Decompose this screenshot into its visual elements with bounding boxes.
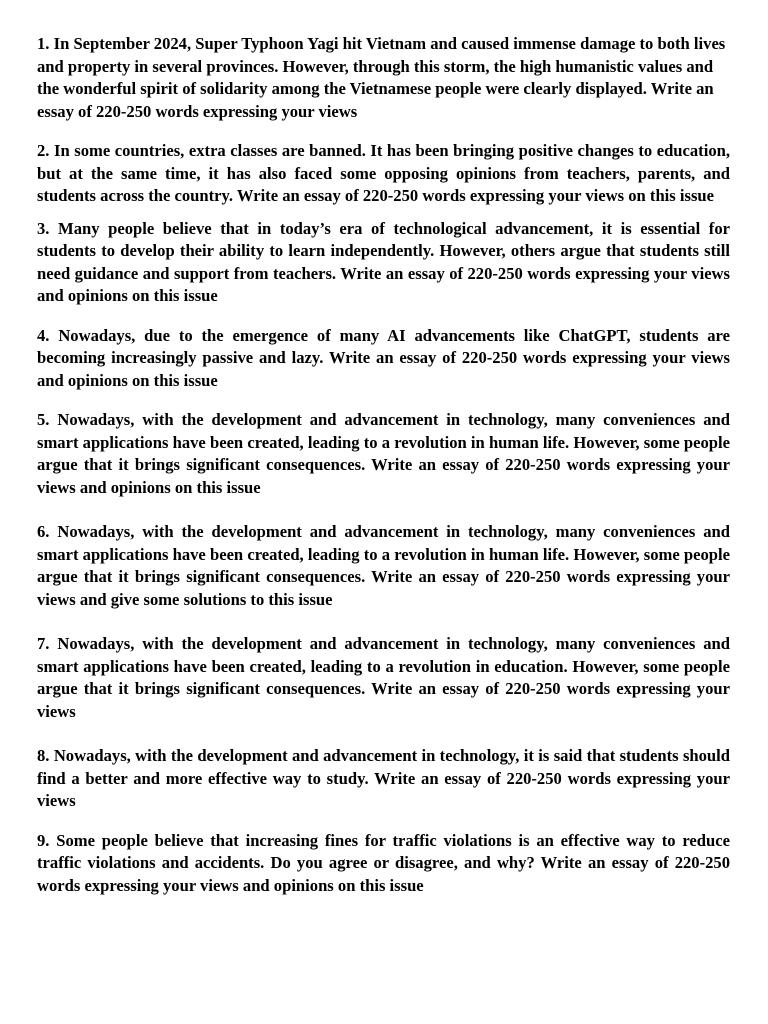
question-text: Nowadays, with the development and advancement in technology, many conveniences and smart applications have been created, leading to a revolution in human life. However, some people argue that it brings significant consequences. Write an essay of 220-250 words expressing your views and opinions on this issue: [37, 410, 730, 497]
question-text: Some people believe that increasing fines for traffic violations is an effective way to reduce traffic violations and accidents. Do you agree or disagree, and why? Write an essay of 220-250 words expressing your views and opinions on this issue: [37, 830, 730, 895]
question-8: [37, 745, 730, 813]
document-page: [37, 33, 730, 897]
question-2: [37, 140, 730, 208]
question-3: [37, 218, 730, 308]
question-9: [37, 830, 730, 898]
question-text: Nowadays, with the development and advancement in technology, many conveniences and smart applications have been created, leading to a revolution in education. However, some people argue that it brings significant consequences. Write an essay of 220-250 words expressing your views: [37, 634, 730, 721]
question-7: [37, 633, 730, 723]
question-text: In some countries, extra classes are banned. It has been bringing positive changes to education, but at the same time, it has also faced some opposing opinions from teachers, parents, and students across the country. Write an essay of 220-250 words expressing your views on this issue: [37, 141, 730, 205]
question-number: 4.: [37, 325, 50, 345]
question-5: [37, 409, 730, 499]
question-number: 8.: [37, 746, 50, 765]
question-1: [37, 33, 730, 123]
question-number: 2.: [37, 141, 50, 160]
question-number: 1.: [37, 34, 50, 53]
question-number: 3.: [37, 218, 50, 238]
question-number: 6.: [37, 522, 50, 541]
question-6: [37, 521, 730, 611]
question-4: [37, 325, 730, 393]
question-number: 9.: [37, 830, 50, 850]
question-text: Nowadays, with the development and advancement in technology, many conveniences and smart applications have been created, leading to a revolution in human life. However, some people argue that it brings significant consequences. Write an essay of 220-250 words expressing your views and give some solutions to this issue: [37, 522, 730, 609]
question-text: Nowadays, with the development and advancement in technology, it is said that students should find a better and more effective way to study. Write an essay of 220-250 words expressing your views: [37, 746, 730, 810]
question-number: 7.: [37, 634, 50, 653]
question-text: Many people believe that in today’s era of technological advancement, it is essential for students to develop their ability to learn independently. However, others argue that students still need guidance and support from teachers. Write an essay of 220-250 words expressing your views and opinions on this issue: [37, 218, 730, 305]
question-text: In September 2024, Super Typhoon Yagi hit Vietnam and caused immense damage to both lives and property in several provinces. However, through this storm, the high humanistic values and the wonderful spirit of solidarity among the Vietnamese people were clearly displayed. Write an essay of 220-250 words expressing your views: [37, 34, 726, 121]
question-text: Nowadays, due to the emergence of many AI advancements like ChatGPT, students are becoming increasingly passive and lazy. Write an essay of 220-250 words expressing your views and opinions on this issue: [37, 325, 730, 390]
question-number: 5.: [37, 410, 50, 429]
